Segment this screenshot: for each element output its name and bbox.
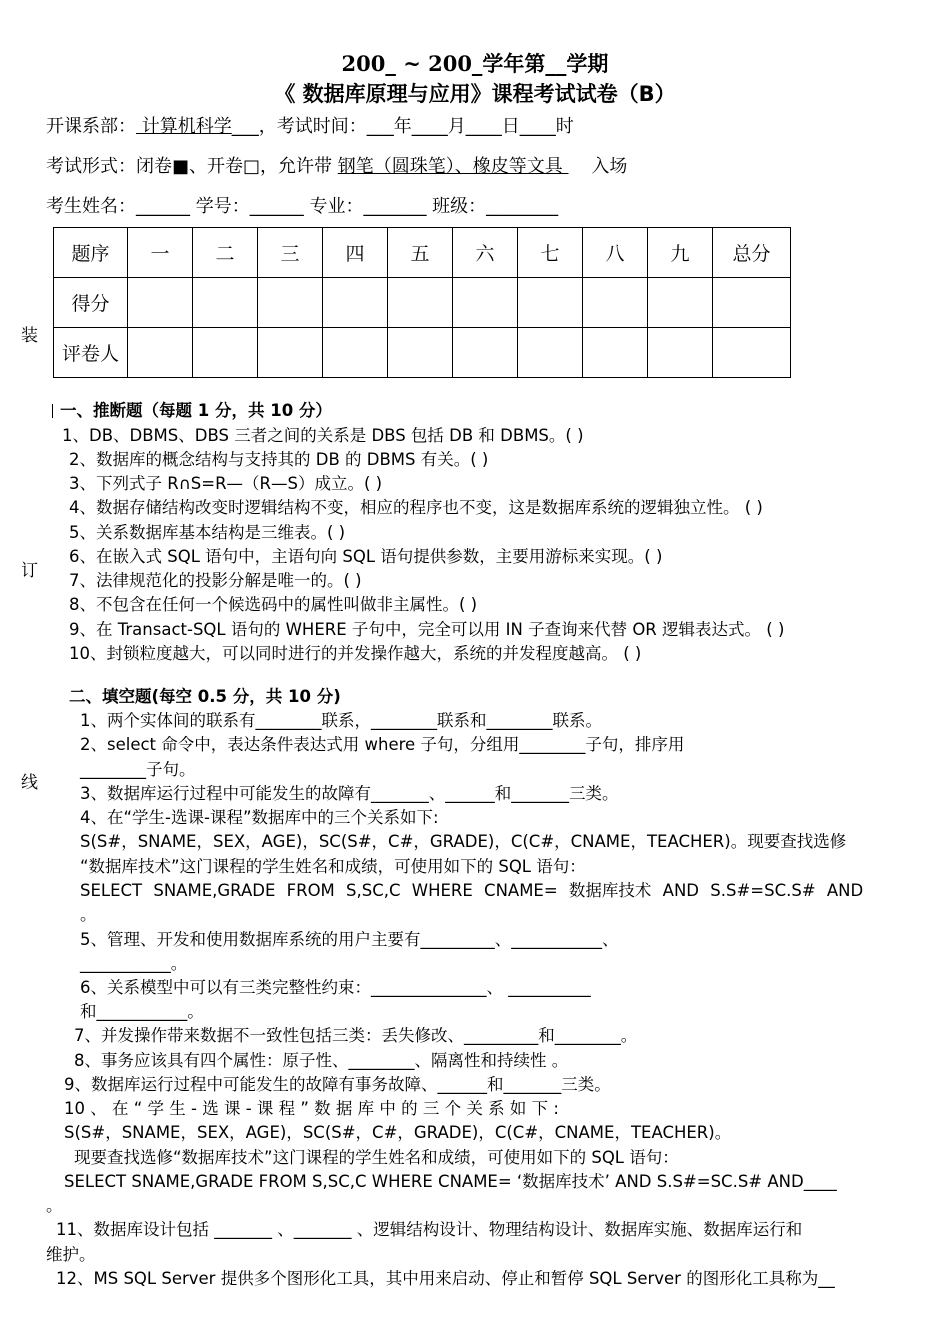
score-table xyxy=(53,227,791,378)
score-cell[interactable] xyxy=(193,278,258,328)
grader-cell[interactable] xyxy=(193,328,258,378)
exam-paper-title: 《 数据库原理与应用》课程考试试卷（B） xyxy=(274,82,676,106)
header-cell: 二 xyxy=(193,228,258,278)
row-label: 评卷人 xyxy=(54,328,128,378)
judge-item: 2、数据库的概念结构与支持其的 DB 的 DBMS 有关。( ) xyxy=(69,450,489,469)
fill-item-cont: ________子句。 xyxy=(80,760,196,779)
fill-item-cont: 。 xyxy=(80,905,97,924)
fill-item-cont: SELECT SNAME,GRADE FROM S,SC,C WHERE CNAME= ‘数据库技术’ AND S.S#=SC.S# AND____ xyxy=(64,1172,837,1191)
fill-item: 2、select 命令中，表达条件表达式用 where 子句，分组用________子句，排序用 xyxy=(80,735,685,754)
grader-cell[interactable] xyxy=(258,328,323,378)
score-cell[interactable] xyxy=(453,278,518,328)
score-cell[interactable] xyxy=(323,278,388,328)
grader-row xyxy=(54,328,791,378)
fill-item: 4、在“学生-选课-课程”数据库中的三个关系如下: xyxy=(80,808,439,827)
header-cell: 题序 xyxy=(54,228,128,278)
section1-title: 一、推断题（每题 1 分，共 10 分） xyxy=(60,401,332,420)
score-cell[interactable] xyxy=(713,278,791,328)
grader-cell[interactable] xyxy=(323,328,388,378)
judge-item: 5、关系数据库基本结构是三维表。( ) xyxy=(69,523,346,542)
form-value: 钢笔（圆珠笔）、橡皮等文具 xyxy=(337,156,569,177)
fill-item-cont: 维护。 xyxy=(46,1245,96,1264)
header-cell: 七 xyxy=(518,228,583,278)
header-cell: 总分 xyxy=(713,228,791,278)
score-cell[interactable] xyxy=(648,278,713,328)
fill-item: 10 、 在 “ 学 生 - 选 课 - 课 程 ” 数 据 库 中 的 三 个 关 系 如 下 : xyxy=(64,1099,559,1118)
judge-item: 6、在嵌入式 SQL 语句中，主语句向 SQL 语句提供参数，主要用游标来实现。( ) xyxy=(69,547,663,566)
header-cell: 九 xyxy=(648,228,713,278)
fill-item-cont: 和___________。 xyxy=(80,1002,204,1021)
fill-item: 3、数据库运行过程中可能发生的故障有_______、______和_______三类。 xyxy=(80,784,619,803)
header-cell: 五 xyxy=(388,228,453,278)
form-tail: 入场 xyxy=(591,156,628,177)
form-label: 考试形式：闭卷■、开卷□，允许带 xyxy=(46,156,333,177)
header-cell: 三 xyxy=(258,228,323,278)
score-cell[interactable] xyxy=(258,278,323,328)
exam-term-title: 200_ ~ 200_学年第__学期 xyxy=(341,51,609,76)
dept-tail: ___，考试时间：___年____月____日____时 xyxy=(231,116,574,137)
fill-item-cont: “数据库技术”这门课程的学生姓名和成绩，可使用如下的 SQL 语句： xyxy=(80,857,586,876)
judge-item: 3、下列式子 R∩S=R—（R—S）成立。( ) xyxy=(69,474,383,493)
binding-mark-ding: 订 xyxy=(21,561,38,581)
judge-item: 8、不包含在任何一个候选码中的属性叫做非主属性。( ) xyxy=(69,595,478,614)
judge-item: 10、封锁粒度越大，可以同时进行的并发操作越大，系统的并发程度越高。 ( ) xyxy=(69,644,642,663)
fill-item: 12、MS SQL Server 提供多个图形化工具，其中用来启动、停止和暂停 SQL Server 的图形化工具称为__ xyxy=(56,1269,835,1288)
grader-cell[interactable] xyxy=(583,328,648,378)
fill-item-cont: 。 xyxy=(46,1196,63,1215)
section-marker xyxy=(52,404,54,418)
score-cell[interactable] xyxy=(518,278,583,328)
binding-mark-zhuang: 装 xyxy=(21,326,38,346)
department-line xyxy=(46,112,574,138)
fill-item: 9、数据库运行过程中可能发生的故障有事务故障、______和_______三类。 xyxy=(64,1075,611,1094)
score-row xyxy=(54,278,791,328)
section2-title: 二、填空题(每空 0.5 分，共 10 分) xyxy=(69,687,341,706)
judge-item: 4、数据存储结构改变时逻辑结构不变，相应的程序也不变，这是数据库系统的逻辑独立性。 ( ) xyxy=(69,498,763,517)
fill-item: 8、事务应该具有四个属性：原子性、________、隔离性和持续性 。 xyxy=(74,1051,569,1070)
dept-value: 计算机科学 xyxy=(136,116,232,137)
header-cell: 八 xyxy=(583,228,648,278)
judge-item: 1、DB、DBMS、DBS 三者之间的关系是 DBS 包括 DB 和 DBMS。( ) xyxy=(62,426,584,445)
row-label: 得分 xyxy=(54,278,128,328)
grader-cell[interactable] xyxy=(453,328,518,378)
grader-cell[interactable] xyxy=(648,328,713,378)
fill-item-cont: SELECT SNAME,GRADE FROM S,SC,C WHERE CNAME= 数据库技术 AND S.S#=SC.S# AND xyxy=(80,881,864,900)
student-info-line: 考生姓名：______ 学号：______ 专业：_______ 班级：________ xyxy=(46,196,559,217)
grader-cell[interactable] xyxy=(713,328,791,378)
fill-item: 11、数据库设计包括 _______ 、_______ 、逻辑结构设计、物理结构设计、数据库实施、数据库运行和 xyxy=(56,1220,803,1239)
fill-item-cont: 现要查找选修“数据库技术”这门课程的学生姓名和成绩，可使用如下的 SQL 语句： xyxy=(74,1148,679,1167)
binding-mark-xian: 线 xyxy=(21,773,38,793)
exam-form-line xyxy=(46,152,627,178)
dept-label: 开课系部： xyxy=(46,116,136,137)
grader-cell[interactable] xyxy=(388,328,453,378)
fill-item-cont: S(S#，SNAME，SEX，AGE)，SC(S#，C#，GRADE)，C(C#，CNAME，TEACHER)。 xyxy=(64,1123,732,1142)
header-cell: 一 xyxy=(128,228,193,278)
header-cell: 四 xyxy=(323,228,388,278)
fill-item: 1、两个实体间的联系有________联系，________联系和________联系。 xyxy=(80,711,602,730)
score-cell[interactable] xyxy=(128,278,193,328)
fill-item-cont: ___________。 xyxy=(80,954,188,973)
score-cell[interactable] xyxy=(583,278,648,328)
header-cell: 六 xyxy=(453,228,518,278)
grader-cell[interactable] xyxy=(128,328,193,378)
fill-item: 5、管理、开发和使用数据库系统的用户主要有_________、___________、 xyxy=(80,930,619,949)
judge-item: 7、法律规范化的投影分解是唯一的。( ) xyxy=(69,571,362,590)
score-header-row xyxy=(54,228,791,278)
fill-item: 6、关系模型中可以有三类完整性约束：______________、 __________ xyxy=(80,978,591,997)
grader-cell[interactable] xyxy=(518,328,583,378)
fill-item: 7、并发操作带来数据不一致性包括三类：丢失修改、_________和________。 xyxy=(74,1026,638,1045)
judge-item: 9、在 Transact-SQL 语句的 WHERE 子句中，完全可以用 IN 子查询来代替 OR 逻辑表达式。 ( ) xyxy=(69,620,785,639)
fill-item-cont: S(S#，SNAME，SEX，AGE)，SC(S#，C#，GRADE)，C(C#，CNAME，TEACHER)。现要查找选修 xyxy=(80,832,847,851)
score-cell[interactable] xyxy=(388,278,453,328)
